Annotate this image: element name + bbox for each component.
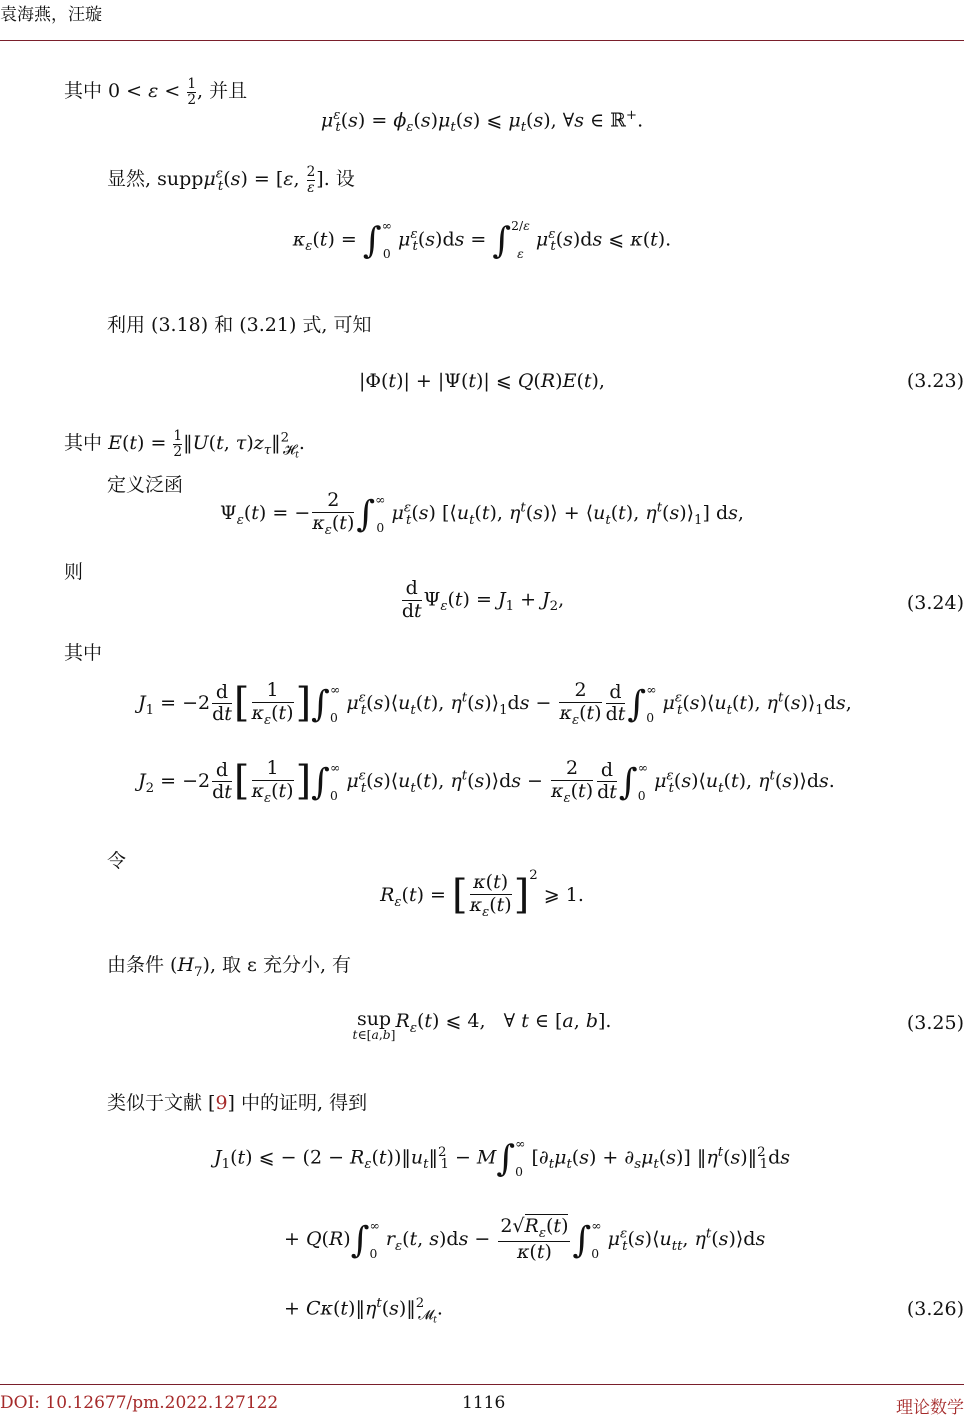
equation-3-23: |Φ(t)| + |Ψ(t)| ⩽ Q(R)E(t), (359, 370, 605, 392)
footer-journal[interactable]: 理论数学 (896, 1398, 964, 1418)
paragraph-energy: 其中 E(t) = $\frac{1}{2}$ ‖U(t, $\tau)z_\tau‖^2_{𝓗_t}$. (64, 428, 305, 461)
equation-3-26-line2: + Q(R)∫ ∞ 0 $r_\varepsilon(t$, s)ds − $\frac{2√R_\varepsilon(t)}{\kappa(t)}$ ∫ ∞ 0 $\mu^\varepsilon_t(s)⟨u_{tt}$, $\eta^t(s)⟩ds$ (284, 1215, 766, 1264)
paragraph-using: 利用 (3.18) 和 (3.21) 式, 可知 (107, 314, 372, 336)
reference-link[interactable]: 9 (215, 1092, 228, 1114)
equation-number-3-24: (3.24) (906, 592, 964, 614)
similar-text-end: ] 中的证明, 得到 (227, 1092, 368, 1114)
equation-number-3-23: (3.23) (906, 370, 964, 392)
energy-text: 其中 (64, 432, 103, 454)
equation-3-25: sup t∈[a,b] $R_\varepsilon(t)$ ⩽ 4, ∀ t ∈ [a, b]. (352, 1008, 612, 1042)
condition-text-end: , 取 ε 充分小, 有 (209, 954, 352, 976)
equation-number-3-26: (3.26) (906, 1298, 964, 1320)
condition-text: 由条件 (107, 954, 165, 976)
similar-text: 类似于文献 [ (107, 1092, 216, 1114)
equation-3-26-line1: $J_1(t)$ ⩽ − $(2 - R_\varepsilon(t))‖u_t‖^2_1 - M\int$ ∞ 0 $[\partial_t\mu_t(s) + \partial_s\mu_t(s)]$ $‖\eta^t(s)‖^2_1ds$ (214, 1137, 791, 1180)
paragraph-condition: 由条件 $(H_7)$, 取 ε 充分小, 有 (107, 954, 352, 980)
equation-r-epsilon: $R_\varepsilon(t)$ = [ $\frac{\kappa(t)}{\kappa_\varepsilon(t)}$ ]$^2$ ⩾ 1. (380, 868, 584, 920)
paragraph-where-j: 其中 (64, 642, 103, 664)
equation-mu-epsilon: $\mu^\varepsilon_t(s) = \phi_\varepsilon(s)\mu_t(s)$ ⩽ $\mu_t(s)$, ∀s ∈ ℝ+. (320, 108, 644, 136)
support-text: 显然, supp (107, 168, 204, 190)
paragraph-then: 则 (64, 561, 84, 583)
header-rule (0, 40, 964, 41)
footer-page-number: 1116 (462, 1393, 506, 1413)
equation-3-26-line3: + $C\kappa(t)‖\eta^t(s)‖^2_{𝓜_t}$. (284, 1296, 443, 1326)
equation-3-24: $\frac{d}{dt}$ $\Psi_\varepsilon(t) = J_1 + J_2$, (401, 577, 565, 622)
running-header: 袁海燕，汪璇 (0, 5, 102, 25)
support-text-end: . 设 (323, 168, 355, 190)
equation-j2: $J_2 = -2$ $\frac{d}{dt}$ [ $\frac{1}{\kappa_\varepsilon(t)}$ ]∫ ∞ 0 $\mu^\varepsilon_t(s)⟨u_t(t)$, $\eta^t(s)⟩ds$ − $\frac{2}{\kappa_\varepsilon(t)}$ $\frac{d}{dt}$ ∫ ∞ 0 $\mu^\varepsilon_t(s)⟨u_t(t)$, $\eta^t(s)⟩ds$. (138, 757, 835, 806)
equation-number-3-25: (3.25) (906, 1012, 964, 1034)
equation-j1: $J_1 = -2$ $\frac{d}{dt}$ [ $\frac{1}{\kappa_\varepsilon(t)}$ ]∫ ∞ 0 $\mu^\varepsilon_t(s)⟨u_t(t)$, $\eta^t(s)⟩_1ds$ − $\frac{2}{\kappa_\varepsilon(t)}$ $\frac{d}{dt}$ ∫ ∞ 0 $\mu^\varepsilon_t(s)⟨u_t(t)$, $\eta^t(s)⟩_1ds$, (138, 679, 852, 728)
equation-kappa-epsilon: $\kappa_\varepsilon(t)$ = ∫ ∞ 0 $\mu^\varepsilon_t(s)ds$ = ∫ 2/ε ε $\mu^\varepsilon_t(s)ds$ ⩽ κ(t). (292, 219, 672, 262)
paragraph-let: 令 (107, 850, 127, 872)
equation-psi-epsilon: $\Psi_\varepsilon(t)$ = − $\frac{2}{\kappa_\varepsilon(t)}$ ∫ ∞ 0 $\mu^\varepsilon_t(s)$ [$⟨u_t(t)$, $\eta^t(s)⟩$ + $⟨u_t(t)$, $\eta^t(s)⟩_1$] ds, (220, 489, 744, 538)
paragraph-support: 显然, suppμ$^\varepsilon_t$(s) = [ε, $\frac{2}{\varepsilon}$ ]. 设 (107, 164, 355, 196)
footer-rule (0, 1384, 964, 1385)
paragraph-where-epsilon: 其中 0 < ε < $\frac{1}{2}$ , 并且 (64, 76, 248, 108)
footer-doi[interactable]: DOI: 10.12677/pm.2022.127122 (0, 1393, 279, 1413)
paragraph-define: 定义泛函 (107, 474, 184, 496)
paragraph-similar (107, 1088, 367, 1115)
